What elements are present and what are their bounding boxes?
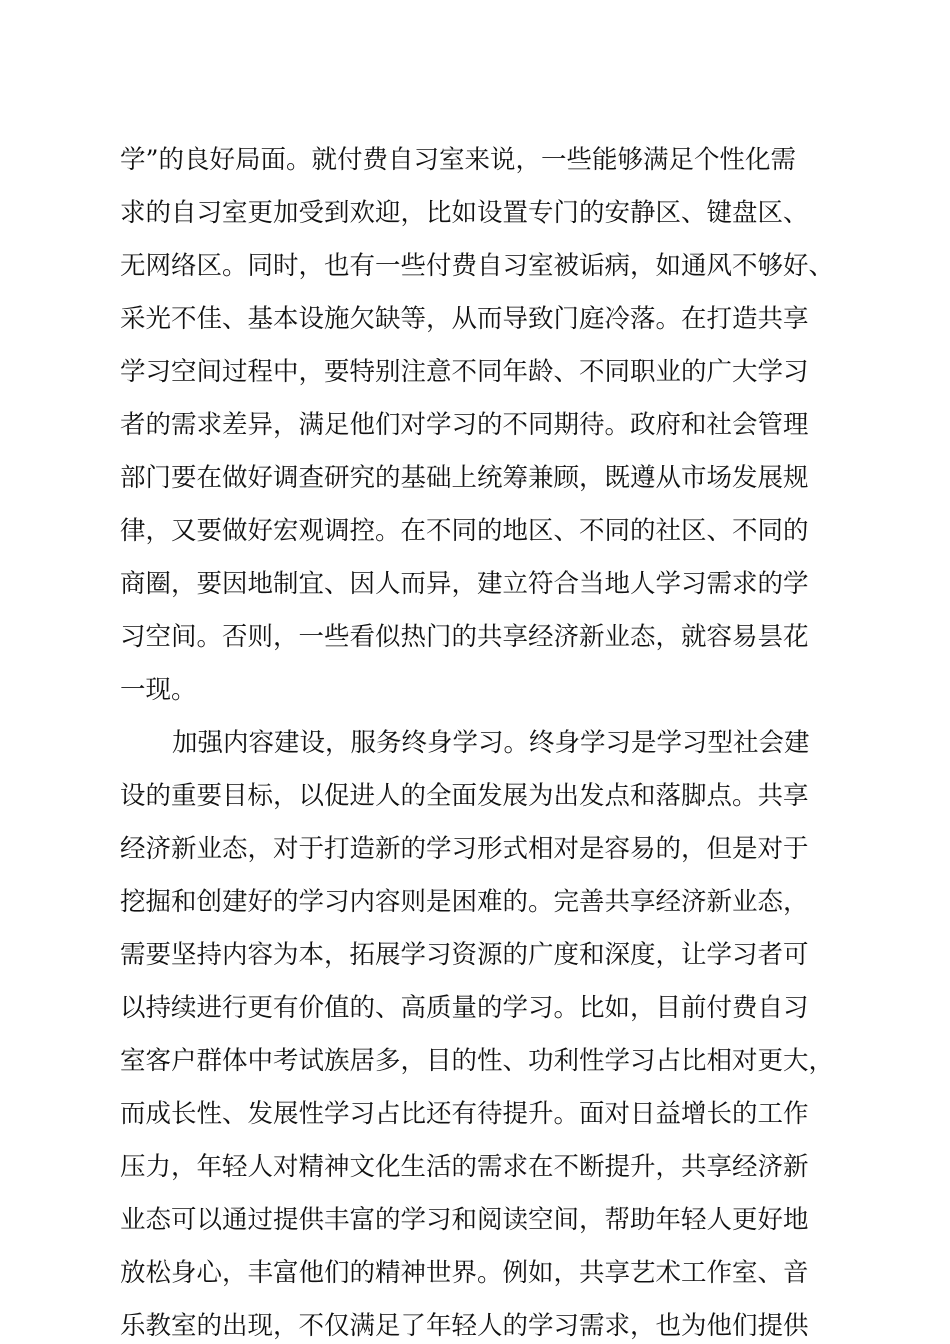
text-line: 习空间。否则，一些看似热门的共享经济新业态，就容易昙花	[120, 622, 809, 652]
text-line: 一现。	[120, 675, 197, 705]
text-line: 室客户群体中考试族居多，目的性、功利性学习占比相对更大，	[120, 1046, 835, 1076]
text-line: 者的需求差异，满足他们对学习的不同期待。政府和社会管理	[120, 410, 809, 440]
text-line: 乐教室的出现，不仅满足了年轻人的学习需求，也为他们提供	[120, 1311, 809, 1341]
text-line: 压力，年轻人对精神文化生活的需求在不断提升，共享经济新	[120, 1152, 809, 1182]
text-line: 学”的良好局面。就付费自习室来说，一些能够满足个性化需	[120, 145, 797, 175]
text-line: 学习空间过程中，要特别注意不同年龄、不同职业的广大学习	[120, 357, 809, 387]
text-line: 经济新业态，对于打造新的学习形式相对是容易的，但是对于	[120, 834, 809, 864]
text-line: 部门要在做好调查研究的基础上统筹兼顾，既遵从市场发展规	[120, 463, 809, 493]
text-line: 设的重要目标，以促进人的全面发展为出发点和落脚点。共享	[120, 781, 809, 811]
text-line: 律，又要做好宏观调控。在不同的地区、不同的社区、不同的	[120, 516, 809, 546]
text-line: 放松身心，丰富他们的精神世界。例如，共享艺术工作室、音	[120, 1258, 809, 1288]
text-line: 挖掘和创建好的学习内容则是困难的。完善共享经济新业态，	[120, 887, 809, 917]
text-line: 以持续进行更有价值的、高质量的学习。比如，目前付费自习	[120, 993, 809, 1023]
text-line: 加强内容建设，服务终身学习。终身学习是学习型社会建	[172, 728, 810, 758]
text-line: 无网络区。同时，也有一些付费自习室被诟病，如通风不够好、	[120, 251, 835, 281]
text-line: 需要坚持内容为本，拓展学习资源的广度和深度，让学习者可	[120, 940, 809, 970]
text-line: 采光不佳、基本设施欠缺等，从而导致门庭冷落。在打造共享	[120, 304, 809, 334]
text-line: 而成长性、发展性学习占比还有待提升。面对日益增长的工作	[120, 1099, 809, 1129]
text-line: 求的自习室更加受到欢迎，比如设置专门的安静区、键盘区、	[120, 198, 809, 228]
text-line: 业态可以通过提供丰富的学习和阅读空间，帮助年轻人更好地	[120, 1205, 809, 1235]
text-line: 商圈，要因地制宜、因人而异，建立符合当地人学习需求的学	[120, 569, 809, 599]
